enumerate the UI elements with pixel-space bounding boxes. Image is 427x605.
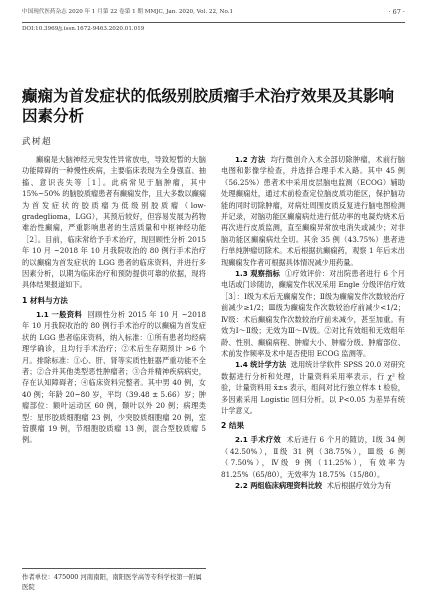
left-column	[22, 154, 206, 446]
efficacy-text: 术后进行 6 个月的随访，Ⅰ级 34 例（42.50%），Ⅱ级 31 例（38.75%），Ⅲ级 6 例（7.50%），Ⅳ级 9 例（11.25%），有效率为 81.25%（65/80），无效率为 18.75%（15/80）。	[221, 435, 405, 479]
author-affiliation-footnote: 作者单位：475000 河南南阳，南阳医学高等专科学校第一附属医院	[22, 568, 206, 592]
section-heading-results: 2 结果	[221, 421, 245, 431]
methods-text: 均行微创介入术全部切除肿瘤，术前行脑电图和影像学检查，并选择合理手术入路。其中 45 例（56.25%）患者术中采用皮层脑电监测（ECOG）辅助处理癫痫灶，通过术前检查定位脑皮质功能区，保护脑功能的同时切除肿瘤，对病灶周围皮质反复进行脑电图检测并记录，对脑功能区癫痫病灶进行低功率的电凝灼烧术后再次进行皮质监测，直至癫痫异常放电消失或减少；对非脑功能区癫痫病灶全切。其余 35 例（43.75%）患者进行单纯肿瘤切除术。术后根据抗癫痫药，观察 1 年后未出现癫痫发作者可根据具体情况减少用药量。	[221, 155, 405, 267]
subsection-title-general-data: 1.1 一般资料	[36, 309, 83, 319]
subsection-title-statistics: 1.4 统计学方法	[235, 360, 287, 370]
efficacy-paragraph	[221, 434, 405, 480]
general-data-text: 回顾性分析 2015 年 10 月 ~2018 年 10 月我院收治的 80 例行手术治疗的以癫痫为首发症状的 LGG 患者临床资料，纳入标准：①所有患者均经病理学确诊，且均行手术治疗；②术后生存期预计 >6 个月。排除标准：①心、肝、肾等实质性脏器严重功能不全者；②合并其他类型恶性肿瘤者；③合并精神疾病病史，存在认知障碍者；④临床资料完整者。其中男 40 例，女 40 例；年龄 20~80 岁，平均（39.48 ± 5.66）岁；肿瘤部位：额叶运动区 60 例，颞叶以外 20 例；病理类型：星形胶质细胞瘤 23 例，少突胶质细胞瘤 20 例，室管膜瘤 19 例，节细胞胶质瘤 13 例，混合型胶质瘤 5 例。	[22, 309, 206, 445]
methods-paragraph	[221, 154, 405, 268]
subsection-title-methods: 1.2 方法	[235, 155, 266, 164]
indicators-paragraph	[221, 268, 405, 359]
journal-info: 中国现代医药杂志 2020 年 1 月第 22 卷第 1 期 MMJC, Jan. 2020, Vol. 22, No.1	[22, 9, 234, 15]
comparison-paragraph	[221, 480, 405, 491]
statistics-paragraph	[221, 359, 405, 416]
author-name: 武树超	[22, 137, 53, 147]
doi-line: DOI:10.3969/j.issn.1672-9463.2020.01.019	[22, 22, 405, 33]
comparison-text: 术后根据疗效分为有	[326, 480, 392, 490]
running-header	[22, 8, 405, 16]
right-column	[221, 154, 405, 491]
indicators-text: ①疗效评价：对出院患者进行 6 个月电话或门诊随访，癫痫发作状况采用 Engle 分级评估疗效［3］：Ⅰ级为术后无癫痫发作；Ⅱ级为癫痫发作次数较治疗前减少≥1/2；Ⅲ级为癫痫发作次数较治疗前减少<1/2；Ⅳ级：术后癫痫发作次数较治疗前未减少，甚至加重。有效为Ⅰ～Ⅱ级；无效为Ⅲ～Ⅳ级。②对比有效组和无效组年龄、性别、癫痫病程、肿瘤大小、肿瘤分级、肿瘤部位、术前发作频率及术中是否使用 ECOG 监测等。	[221, 269, 405, 358]
statistics-text: 选用统计学软件 SPSS 20.0 对研究数据进行分析和处理，计量资料采用率表示，行 χ² 检验，计量资料用 x̄±s 表示，组间对比行独立样本 t 检验，多因素采用 Logistic 回归分析。以 P<0.05 为差异有统计学意义。	[221, 360, 405, 415]
intro-paragraph: 癫痫是大脑神经元突发性异常放电，导致短暂的大脑功能障碍的一种慢性疾病，主要临床表现为全身强直、抽搐、意识丧失等［1］。此病常见于脑肿瘤，其中 15%~50% 的脑胶质瘤患者有癫痫发作，且大多数以癫痫为首发症状的胶质瘤为低级别胶质瘤（low-gradeglioma，LGG），其预后较好，但容易发展为药物难治性癫痫，严重影响患者的生活质量和中枢神经功能［2］。目前，临床常给予手术治疗，现回顾性分析 2015 年 10 月 ~2018 年 10 月我院收治的 80 例行手术治疗的以癫痫为首发症状的 LGG 患者的临床资料，并进行多因素分析，以期为临床治疗和预防提供可靠的依据，现将具体结果报道如下。	[22, 155, 207, 290]
section-heading-materials: 1 材料与方法	[22, 295, 68, 305]
general-data-paragraph	[22, 309, 206, 446]
article-title: 癫痫为首发症状的低级别胶质瘤手术治疗效果及其影响因素分析	[22, 87, 395, 125]
page-number: · 67 ·	[388, 8, 405, 16]
subsection-title-comparison: 2.2 两组临床病理资料比较	[235, 480, 323, 490]
subsection-title-efficacy: 2.1 手术疗效	[235, 435, 282, 445]
subsection-title-indicators: 1.3 观察指标	[235, 269, 280, 279]
